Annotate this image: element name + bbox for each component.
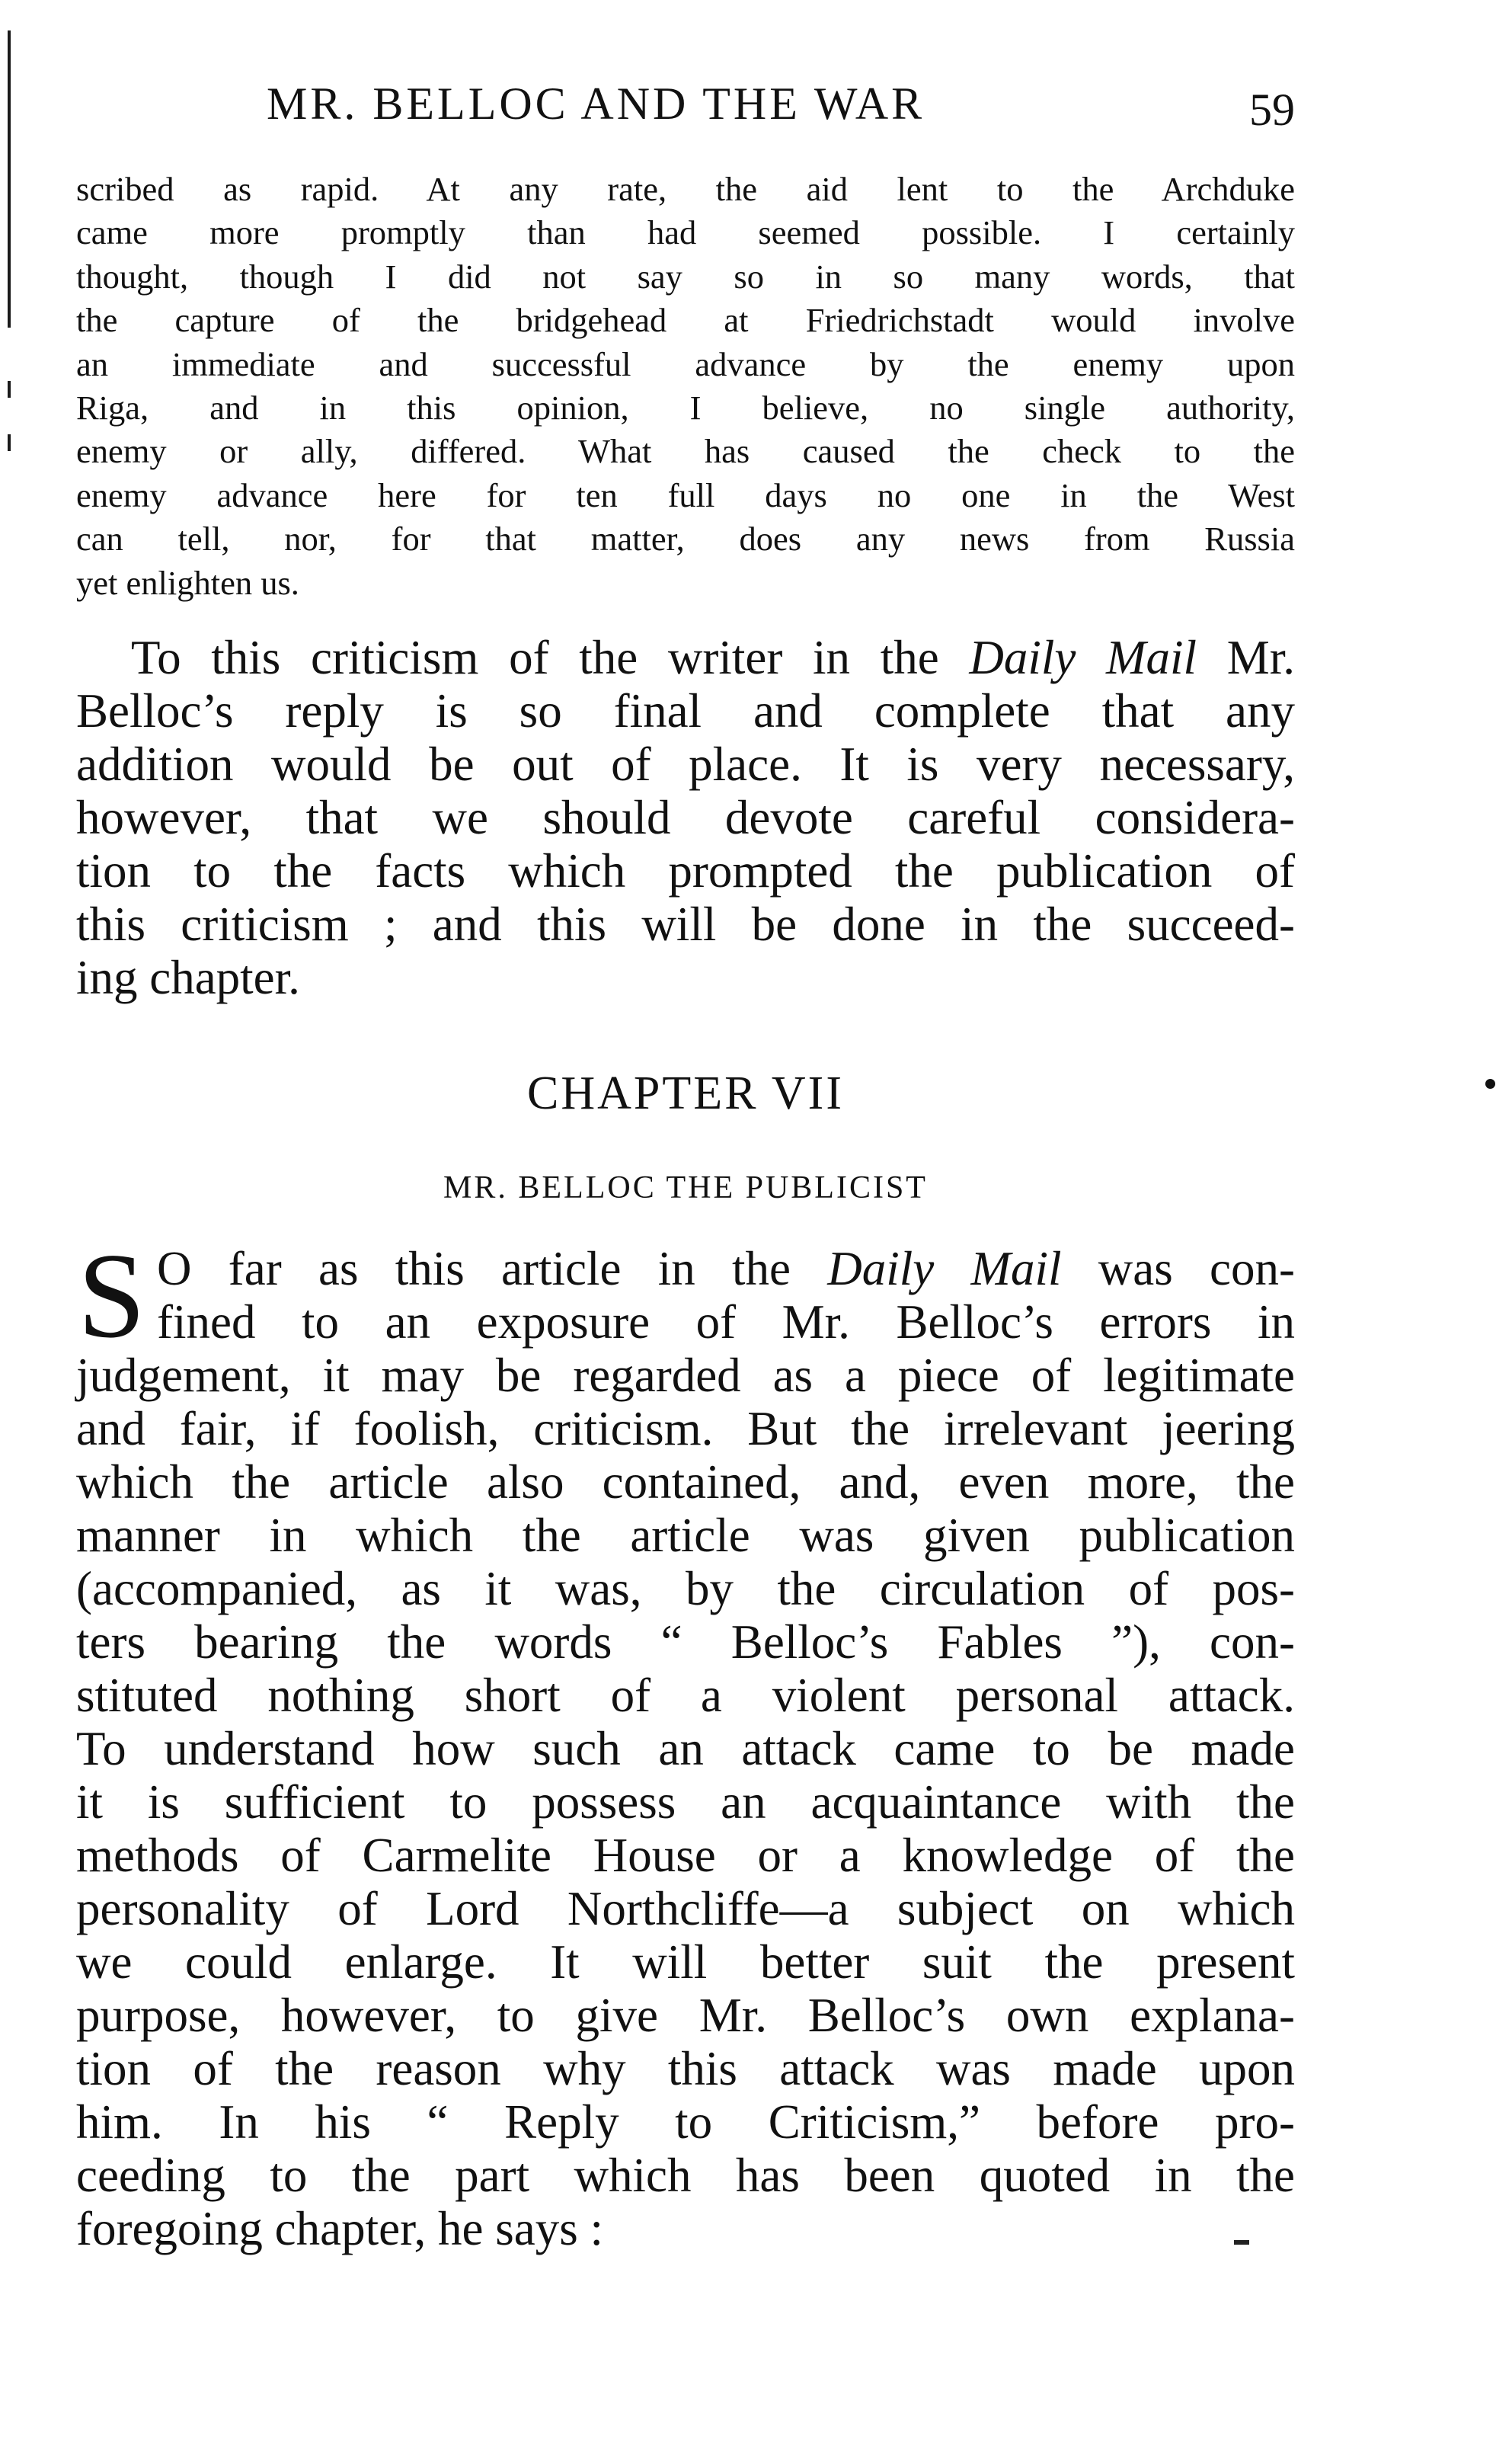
italic-title: Daily Mail — [827, 1242, 1062, 1295]
quote-line: enemy advance here for ten full days no one in the West — [76, 475, 1295, 514]
quote-line: an immediate and successful advance by the enemy upon — [76, 344, 1295, 383]
paragraph-line — [76, 1242, 1295, 1295]
paragraph-line: To understand how such an attack came to be made — [76, 1722, 1295, 1775]
paragraph-line: (accompanied, as it was, by the circulation of pos- — [76, 1562, 1295, 1615]
chapter-heading: CHAPTER VII — [527, 1067, 844, 1119]
chapter-subtitle: MR. BELLOC THE PUBLICIST — [443, 1170, 928, 1205]
paragraph-line: tion of the reason why this attack was made upon — [76, 2042, 1295, 2095]
paragraph-line: however, that we should devote careful considera- — [76, 791, 1295, 844]
paragraph-two — [76, 1242, 1295, 2255]
paragraph-line: we could enlarge. It will better suit the present — [76, 1935, 1295, 1989]
quote-line: thought, though I did not say so in so many words, that — [76, 257, 1295, 296]
paragraph-line: ing chapter. — [76, 951, 300, 1004]
paragraph-line — [76, 631, 1295, 684]
quote-line: the capture of the bridgehead at Friedrichstadt would involve — [76, 301, 1295, 340]
paragraph-line: tion to the facts which prompted the publication of — [76, 844, 1295, 898]
quote-line: can tell, nor, for that matter, does any news from Russia — [76, 520, 1295, 558]
drop-cap: S — [78, 1227, 145, 1363]
paragraph-line: fined to an exposure of Mr. Belloc’s errors in — [157, 1295, 1295, 1349]
paragraph-line: purpose, however, to give Mr. Belloc’s own explana- — [76, 1989, 1295, 2042]
text-run: Mr. — [1197, 631, 1295, 684]
text-run: was con- — [1061, 1242, 1296, 1295]
margin-rule — [8, 30, 11, 328]
paragraph-line: it is sufficient to possess an acquaintance with the — [76, 1775, 1295, 1829]
paragraph-line: Belloc’s reply is so final and complete that any — [76, 684, 1295, 738]
paragraph-line: manner in which the article was given publication — [76, 1509, 1295, 1562]
paragraph-line: foregoing chapter, he says : — [76, 2202, 603, 2255]
paragraph-line: this criticism ; and this will be done in the succeed- — [76, 898, 1295, 951]
running-title: MR. BELLOC AND THE WAR — [267, 78, 925, 129]
paragraph-one — [76, 631, 1295, 1004]
paragraph-line: him. In his “ Reply to Criticism,” before pro- — [76, 2095, 1295, 2149]
quote-line: enemy or ally, differed. What has caused the check to the — [76, 432, 1295, 471]
print-dot-mark — [1485, 1079, 1495, 1089]
text-run: To this criticism of the writer in the — [131, 631, 970, 684]
print-dash-mark — [1234, 2240, 1249, 2245]
quote-line: scribed as rapid. At any rate, the aid lent to the Archduke — [76, 170, 1295, 208]
paragraph-line: methods of Carmelite House or a knowledge of the — [76, 1829, 1295, 1882]
quote-line: Riga, and in this opinion, I believe, no single authority, — [76, 388, 1295, 427]
paragraph-line: addition would be out of place. It is very necessary, — [76, 738, 1295, 791]
paragraph-line: personality of Lord Northcliffe—a subject on which — [76, 1882, 1295, 1935]
paragraph-line: stituted nothing short of a violent personal attack. — [76, 1669, 1295, 1722]
paragraph-line: and fair, if foolish, criticism. But the irrelevant jeering — [76, 1402, 1295, 1455]
paragraph-line: judgement, it may be regarded as a piece of legitimate — [76, 1349, 1295, 1402]
paragraph-line: which the article also contained, and, even more, the — [76, 1455, 1295, 1509]
text-run: O far as this article in the — [157, 1242, 828, 1295]
paragraph-line: ceeding to the part which has been quoted in the — [76, 2149, 1295, 2202]
quote-line: yet enlighten us. — [76, 563, 299, 602]
page-number: 59 — [1249, 85, 1295, 135]
margin-tick — [8, 381, 11, 398]
running-head — [76, 78, 1295, 139]
quoted-passage — [76, 168, 1295, 605]
quote-line: came more promptly than had seemed possible. I certainly — [76, 213, 1295, 252]
italic-title: Daily Mail — [969, 631, 1197, 684]
margin-tick — [8, 434, 11, 451]
paragraph-line: ters bearing the words “ Belloc’s Fables ”), con- — [76, 1615, 1295, 1669]
